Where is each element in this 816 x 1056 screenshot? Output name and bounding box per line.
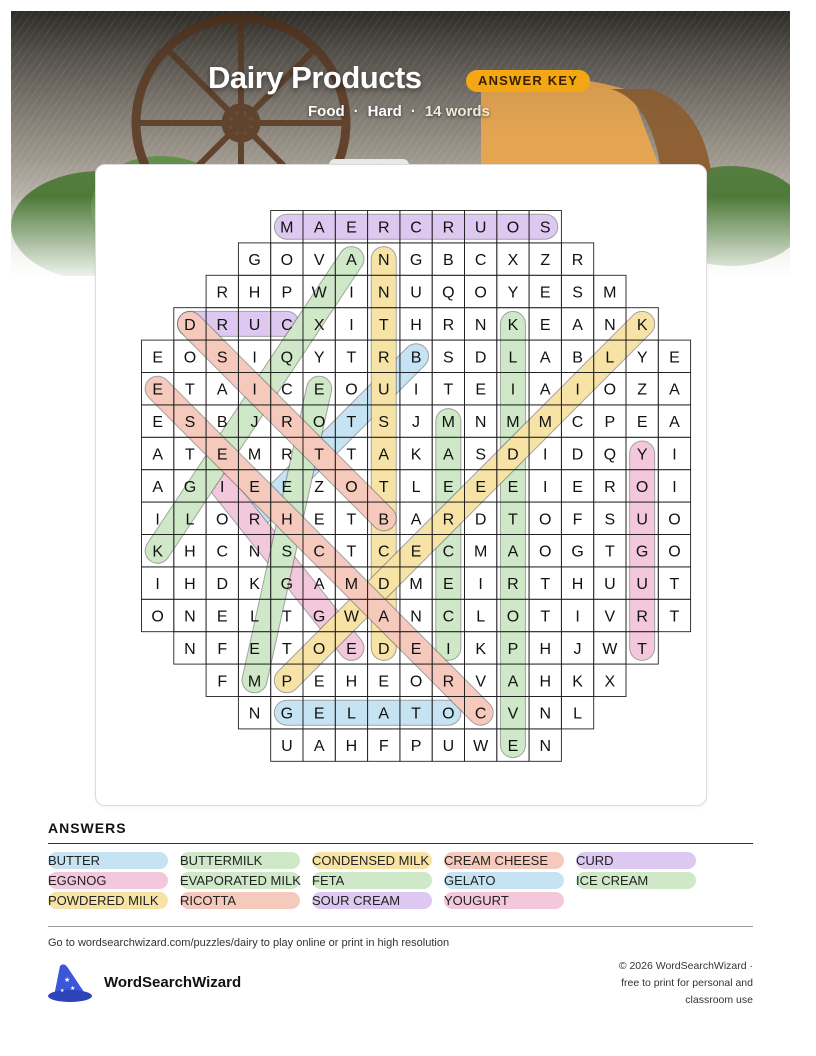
grid-letter: R: [248, 511, 261, 529]
grid-letter: I: [155, 576, 160, 594]
grid-letter: O: [312, 414, 326, 432]
grid-letter: M: [473, 543, 488, 561]
grid-letter: U: [604, 576, 616, 594]
answer-item: [180, 852, 300, 869]
grid-letter: E: [443, 576, 454, 594]
grid-letter: E: [410, 640, 422, 658]
grid-letter: Q: [442, 284, 455, 302]
grid-letter: I: [252, 349, 257, 367]
grid-letter: E: [152, 349, 163, 367]
grid-letter: I: [155, 511, 160, 529]
answer-label: EGGNOG: [48, 873, 107, 888]
grid-letter: A: [313, 576, 325, 594]
grid-letter: D: [377, 640, 390, 658]
grid-letter: T: [508, 511, 518, 529]
grid-letter: D: [216, 576, 229, 594]
grid-letter: R: [281, 446, 293, 464]
grid-letter: R: [604, 478, 616, 496]
grid-letter: E: [313, 673, 325, 691]
grid-letter: W: [311, 284, 327, 302]
grid-letter: N: [184, 640, 196, 658]
grid-letter: L: [605, 349, 615, 367]
grid-letter: I: [543, 478, 548, 496]
footer-link-text: Go to wordsearchwizard.com/puzzles/dairy to play online or print in high resolution: [48, 937, 450, 949]
answer-label: BUTTERMILK: [180, 853, 263, 868]
footer-divider: [48, 926, 753, 927]
grid-letter: Y: [636, 446, 648, 464]
answer-item: [444, 852, 564, 869]
grid-letter: V: [313, 252, 325, 270]
grid-letter: C: [410, 219, 422, 237]
brand-name: WordSearchWizard: [104, 974, 242, 991]
grid-letter: K: [572, 673, 583, 691]
grid-letter: A: [669, 381, 680, 399]
grid-letter: C: [442, 543, 455, 561]
grid-letter: C: [474, 252, 487, 270]
svg-text:★: ★: [70, 985, 76, 992]
grid-letter: P: [604, 414, 616, 432]
grid-letter: F: [217, 673, 228, 691]
grid-letter: A: [378, 446, 390, 464]
answer-label: CREAM CHEESE: [444, 853, 549, 868]
grid-letter: E: [249, 640, 260, 658]
grid-letter: R: [442, 511, 455, 529]
grid-letter: O: [312, 640, 326, 658]
grid-letter: L: [346, 705, 356, 723]
answer-item: [312, 892, 432, 909]
grid-letter: O: [442, 705, 455, 723]
grid-letter: C: [571, 414, 584, 432]
meta-separator: ·: [353, 103, 359, 120]
grid-letter: A: [443, 446, 454, 464]
grid-letter: Y: [636, 349, 648, 367]
grid-letter: E: [346, 640, 357, 658]
grid-letter: Z: [637, 381, 648, 399]
grid-letter: T: [378, 316, 389, 334]
grid-letter: U: [248, 316, 261, 334]
grid-letter: X: [313, 316, 325, 334]
category-label: Food: [308, 103, 345, 120]
grid-letter: E: [669, 349, 680, 367]
grid-letter: M: [247, 673, 262, 691]
grid-letter: S: [281, 543, 293, 561]
grid-letter: I: [575, 381, 580, 399]
grid-letter: O: [345, 381, 358, 399]
grid-letter: T: [346, 446, 357, 464]
answers-heading: ANSWERS: [48, 820, 127, 836]
grid-letter: D: [474, 349, 487, 367]
grid-letter: O: [668, 511, 681, 529]
grid-letter: O: [506, 608, 520, 626]
grid-letter: O: [635, 478, 649, 496]
grid-letter: E: [313, 511, 325, 529]
grid-letter: E: [281, 478, 293, 496]
grid-letter: A: [507, 543, 519, 561]
grid-letter: D: [571, 446, 584, 464]
answer-item: [48, 852, 168, 869]
answer-label: SOUR CREAM: [312, 893, 401, 908]
grid-letter: T: [443, 381, 454, 399]
grid-letter: W: [473, 738, 489, 756]
answer-label: RICOTTA: [180, 893, 237, 908]
answer-label: BUTTER: [48, 853, 100, 868]
grid-letter: D: [474, 511, 487, 529]
grid-letter: E: [216, 608, 228, 626]
grid-letter: L: [185, 511, 195, 529]
copyright-line: free to print for personal and: [621, 977, 753, 989]
answer-label: YOUGURT: [444, 893, 509, 908]
copyright-line: © 2026 WordSearchWizard ·: [618, 960, 753, 972]
grid-letter: T: [637, 640, 648, 658]
grid-letter: M: [280, 219, 294, 237]
grid-letter: N: [539, 705, 552, 723]
grid-letter: E: [313, 381, 325, 399]
grid-letter: E: [572, 478, 583, 496]
grid-letter: T: [346, 349, 357, 367]
grid-letter: I: [252, 381, 257, 399]
grid-letter: E: [443, 478, 454, 496]
grid-letter: H: [410, 316, 422, 334]
grid-letter: O: [603, 381, 617, 399]
grid-letter: C: [216, 543, 229, 561]
grid-letter: H: [184, 576, 196, 594]
grid-letter: C: [281, 316, 293, 334]
meta-separator: ·: [410, 103, 416, 120]
grid-letter: A: [152, 478, 163, 496]
answer-item: [312, 852, 432, 869]
grid-letter: B: [572, 349, 583, 367]
grid-letter: G: [635, 543, 649, 561]
grid-letter: R: [442, 316, 455, 334]
grid-letter: D: [507, 446, 519, 464]
grid-letter: B: [443, 252, 454, 270]
grid-letter: U: [442, 738, 455, 756]
grid-letter: I: [349, 316, 354, 334]
grid-letter: E: [249, 478, 260, 496]
grid-letter: I: [349, 284, 354, 302]
answer-label: FETA: [312, 873, 345, 888]
grid-letter: E: [410, 543, 422, 561]
answer-item: [48, 872, 168, 889]
grid-letter: F: [378, 738, 389, 756]
grid-letter: T: [185, 446, 195, 464]
answer-label: CONDENSED MILK: [312, 853, 430, 868]
grid-letter: H: [539, 640, 552, 658]
grid-letter: S: [184, 414, 196, 432]
grid-letter: N: [410, 608, 422, 626]
word-count-label: 14 words: [424, 103, 490, 120]
grid-letter: R: [442, 219, 455, 237]
grid-letter: R: [636, 608, 648, 626]
grid-letter: T: [540, 608, 551, 626]
grid-letter: E: [313, 705, 325, 723]
grid-letter: Y: [507, 284, 519, 302]
answer-item: [576, 872, 696, 889]
answer-item: [444, 892, 564, 909]
grid-letter: N: [377, 284, 390, 302]
grid-letter: E: [152, 381, 163, 399]
grid-letter: M: [538, 414, 552, 432]
answer-label: EVAPORATED MILK: [180, 873, 301, 888]
grid-letter: N: [377, 252, 390, 270]
grid-letter: U: [410, 284, 422, 302]
grid-letter: X: [604, 673, 616, 691]
grid-letter: N: [474, 316, 487, 334]
grid-letter: N: [248, 543, 261, 561]
grid-letter: T: [378, 478, 389, 496]
grid-letter: V: [475, 673, 486, 691]
grid-letter: R: [216, 284, 229, 302]
answer-item: [48, 892, 168, 909]
grid-letter: M: [506, 414, 520, 432]
grid-letter: G: [280, 705, 294, 723]
grid-letter: O: [151, 608, 164, 626]
grid-letter: E: [346, 219, 357, 237]
difficulty-label: Hard: [367, 103, 402, 120]
grid-letter: O: [183, 349, 197, 367]
grid-letter: K: [636, 316, 648, 334]
grid-letter: N: [539, 738, 552, 756]
grid-letter: H: [248, 284, 261, 302]
answer-item: [180, 892, 300, 909]
grid-letter: O: [539, 543, 552, 561]
grid-letter: S: [216, 349, 228, 367]
grid-letter: U: [281, 738, 293, 756]
grid-letter: X: [507, 252, 519, 270]
grid-letter: O: [409, 673, 423, 691]
grid-letter: R: [442, 673, 455, 691]
grid-letter: L: [508, 349, 518, 367]
grid-letter: R: [571, 252, 584, 270]
answer-label: GELATO: [444, 873, 496, 888]
grid-letter: A: [669, 414, 680, 432]
grid-letter: Z: [540, 252, 551, 270]
grid-letter: P: [281, 673, 293, 691]
grid-letter: C: [313, 543, 325, 561]
answer-item: [180, 872, 300, 889]
grid-letter: G: [280, 576, 294, 594]
grid-letter: R: [507, 576, 519, 594]
grid-letter: T: [346, 414, 357, 432]
copyright-line: classroom use: [685, 994, 753, 1006]
grid-letter: U: [474, 219, 487, 237]
grid-letter: B: [216, 414, 228, 432]
grid-letter: Q: [280, 349, 294, 367]
grid-letter: L: [411, 478, 421, 496]
grid-letter: V: [604, 608, 616, 626]
grid-letter: F: [217, 640, 228, 658]
wizard-hat-icon: [46, 962, 94, 1004]
grid-letter: N: [604, 316, 616, 334]
grid-letter: S: [443, 349, 454, 367]
grid-letter: R: [281, 414, 293, 432]
grid-letter: P: [410, 738, 422, 756]
grid-letter: H: [345, 738, 358, 756]
svg-text:★: ★: [64, 976, 71, 984]
grid-letter: A: [313, 738, 325, 756]
svg-text:★: ★: [60, 988, 65, 994]
copyright-text: [573, 958, 753, 1009]
grid-letter: H: [184, 543, 196, 561]
grid-letter: J: [250, 414, 259, 432]
grid-letter: B: [378, 511, 390, 529]
cell-layer: [142, 211, 691, 762]
grid-letter: G: [312, 608, 326, 626]
grid-letter: W: [602, 640, 618, 658]
grid-letter: G: [409, 252, 423, 270]
grid-letter: S: [572, 284, 583, 302]
grid-letter: T: [281, 640, 292, 658]
grid-letter: I: [478, 576, 483, 594]
grid-letter: O: [345, 478, 358, 496]
grid-letter: P: [281, 284, 293, 302]
grid-letter: F: [572, 511, 583, 529]
grid-letter: C: [281, 381, 293, 399]
grid-letter: T: [669, 608, 680, 626]
grid-letter: R: [377, 349, 390, 367]
grid-letter: G: [248, 252, 261, 270]
grid-letter: N: [248, 705, 261, 723]
grid-letter: L: [573, 705, 583, 723]
grid-letter: O: [539, 511, 552, 529]
grid-letter: S: [604, 511, 616, 529]
grid-letter: M: [441, 414, 456, 432]
grid-letter: T: [314, 446, 325, 464]
grid-letter: P: [507, 640, 519, 658]
grid-letter: T: [604, 543, 615, 561]
grid-letter: D: [377, 576, 390, 594]
grid-letter: E: [507, 478, 519, 496]
grid-letter: K: [507, 316, 519, 334]
grid-letter: A: [313, 219, 325, 237]
grid-letter: E: [475, 381, 486, 399]
grid-letter: E: [539, 316, 551, 334]
grid-letter: A: [539, 349, 551, 367]
grid-letter: A: [539, 381, 551, 399]
grid-letter: U: [636, 576, 648, 594]
grid-letter: T: [185, 381, 195, 399]
grid-letter: O: [216, 511, 229, 529]
grid-letter: L: [476, 608, 486, 626]
grid-letter: I: [413, 381, 419, 399]
grid-letter: T: [411, 705, 421, 723]
answer-key-badge: ANSWER KEY: [466, 70, 590, 92]
grid-letter: H: [345, 673, 358, 691]
puzzle-title: Dairy Products: [208, 60, 422, 95]
grid-letter: O: [280, 252, 294, 270]
grid-letter: E: [636, 414, 648, 432]
grid-letter: I: [220, 478, 225, 496]
grid-letter: C: [474, 705, 487, 723]
grid-letter: Y: [313, 349, 325, 367]
grid-letter: E: [378, 673, 390, 691]
answer-label: ICE CREAM: [576, 873, 649, 888]
grid-letter: T: [281, 608, 292, 626]
grid-letter: A: [572, 316, 583, 334]
grid-letter: E: [152, 414, 163, 432]
grid-letter: J: [573, 640, 582, 658]
grid-letter: A: [346, 252, 357, 270]
grid-letter: K: [152, 543, 163, 561]
grid-letter: M: [409, 576, 423, 594]
grid-letter: M: [344, 576, 359, 594]
answer-item: [312, 872, 432, 889]
grid-letter: W: [343, 608, 360, 626]
grid-letter: B: [410, 349, 422, 367]
grid-letter: I: [575, 608, 580, 626]
grid-letter: A: [216, 381, 228, 399]
grid-letter: T: [346, 543, 357, 561]
grid-letter: C: [442, 608, 455, 626]
grid-letter: Q: [603, 446, 617, 464]
grid-letter: E: [216, 446, 228, 464]
grid-letter: E: [507, 738, 519, 756]
answer-label: CURD: [576, 853, 614, 868]
grid-letter: D: [184, 316, 196, 334]
grid-letter: O: [668, 543, 681, 561]
grid-letter: A: [410, 511, 422, 529]
grid-letter: I: [672, 478, 677, 496]
grid-letter: S: [378, 414, 390, 432]
grid-letter: M: [247, 446, 262, 464]
grid-letter: K: [410, 446, 422, 464]
grid-letter: U: [377, 381, 390, 399]
grid-letter: L: [250, 608, 260, 626]
grid-letter: G: [183, 478, 197, 496]
grid-letter: H: [281, 511, 293, 529]
answer-item: [576, 852, 696, 869]
grid-letter: N: [184, 608, 196, 626]
grid-letter: H: [571, 576, 584, 594]
grid-letter: A: [378, 705, 390, 723]
grid-letter: H: [539, 673, 552, 691]
answer-item: [444, 872, 564, 889]
grid-letter: G: [571, 543, 584, 561]
answers-divider: [48, 843, 753, 844]
grid-letter: T: [669, 576, 680, 594]
grid-letter: R: [216, 316, 229, 334]
grid-letter: S: [475, 446, 486, 464]
grid-letter: I: [672, 446, 677, 464]
grid-letter: A: [152, 446, 163, 464]
grid-letter: K: [249, 576, 260, 594]
grid-letter: Z: [314, 478, 325, 496]
grid-letter: J: [412, 414, 421, 432]
grid-letter: S: [539, 219, 551, 237]
grid-letter: U: [636, 511, 648, 529]
grid-letter: O: [506, 219, 520, 237]
grid-letter: R: [377, 219, 390, 237]
grid-letter: T: [540, 576, 551, 594]
answer-label: POWDERED MILK: [48, 893, 159, 908]
grid-letter: C: [377, 543, 390, 561]
grid-letter: I: [543, 446, 548, 464]
grid-letter: I: [446, 640, 451, 658]
grid-letter: O: [474, 284, 487, 302]
grid-letter: A: [507, 673, 519, 691]
grid-letter: A: [378, 608, 390, 626]
grid-letter: N: [474, 414, 487, 432]
grid-letter: E: [475, 478, 486, 496]
grid-letter: M: [603, 284, 617, 302]
grid-letter: E: [539, 284, 551, 302]
grid-letter: K: [475, 640, 486, 658]
grid-letter: V: [507, 705, 519, 723]
grid-letter: T: [346, 511, 357, 529]
grid-letter: I: [510, 381, 516, 399]
